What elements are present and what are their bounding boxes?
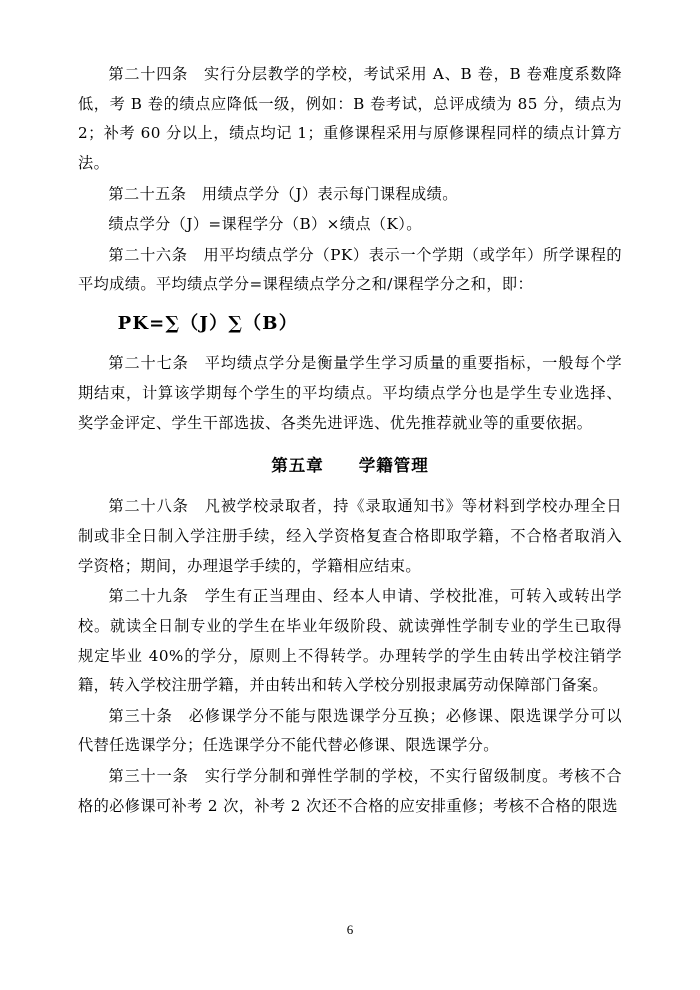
paragraph-formula-definition: 绩点学分（J）=课程学分（B）×绩点（K）。 — [108, 215, 422, 234]
paragraph-article-25: 第二十五条 用绩点学分（J）表示每门课程成绩。 — [108, 184, 458, 203]
chapter-heading: 第五章 学籍管理 — [271, 456, 429, 476]
formula-pk: PK=∑（J）∑（B） — [117, 313, 298, 335]
paragraph-article-31: 第三十一条 实行学分制和弹性学制的学校，不实行留级制度。考核不合格的必修课可补考 2 次，补考 2 次还不合格的应安排重修；考核不合格的限选 — [78, 767, 622, 815]
paragraph-article-28: 第二十八条 凡被学校录取者，持《录取通知书》等材料到学校办理全日制或非全日制入学注册手续，经入学资格复查合格即取学籍，不合格者取消入学资格；期间，办理退学手续的，学籍相应结束。 — [78, 497, 622, 575]
document-body — [78, 60, 622, 821]
paragraph-article-29: 第二十九条 学生有正当理由、经本人申请、学校批准，可转入或转出学校。就读全日制专业的学生在毕业年级阶段、就读弹性学制专业的学生已取得规定毕业 40%的学分，原则上不得转学。办理转学的学生由转出学校注销学籍，转入学校注册学籍，并由转出和转入学校分别报隶属劳动保障部门备案。 — [78, 587, 622, 695]
paragraph-article-26: 第二十六条 用平均绩点学分（PK）表示一个学期（或学年）所学课程的平均成绩。平均绩点学分=课程绩点学分之和/课程学分之和，即： — [78, 245, 622, 294]
paragraph-article-24: 第二十四条 实行分层教学的学校，考试采用 A、B 卷，B 卷难度系数降低，考 B 卷的绩点应降低一级，例如：B 卷考试，总评成绩为 85 分，绩点为 2；补考 60 分以上，绩点均记 1；重修课程采用与原修课程同样的绩点计算方法。 — [78, 65, 622, 172]
page-number: 6 — [346, 922, 354, 937]
paragraph-article-30: 第三十条 必修课学分不能与限选课学分互换；必修课、限选课学分可以代替任选课学分；任选课学分不能代替必修课、限选课学分。 — [78, 706, 622, 755]
paragraph-article-27: 第二十七条 平均绩点学分是衡量学生学习质量的重要指标，一般每个学期结束，计算该学期每个学生的平均绩点。平均绩点学分也是学生专业选择、奖学金评定、学生干部选拔、各类先进评选、优先推荐就业等的重要依据。 — [78, 354, 622, 432]
